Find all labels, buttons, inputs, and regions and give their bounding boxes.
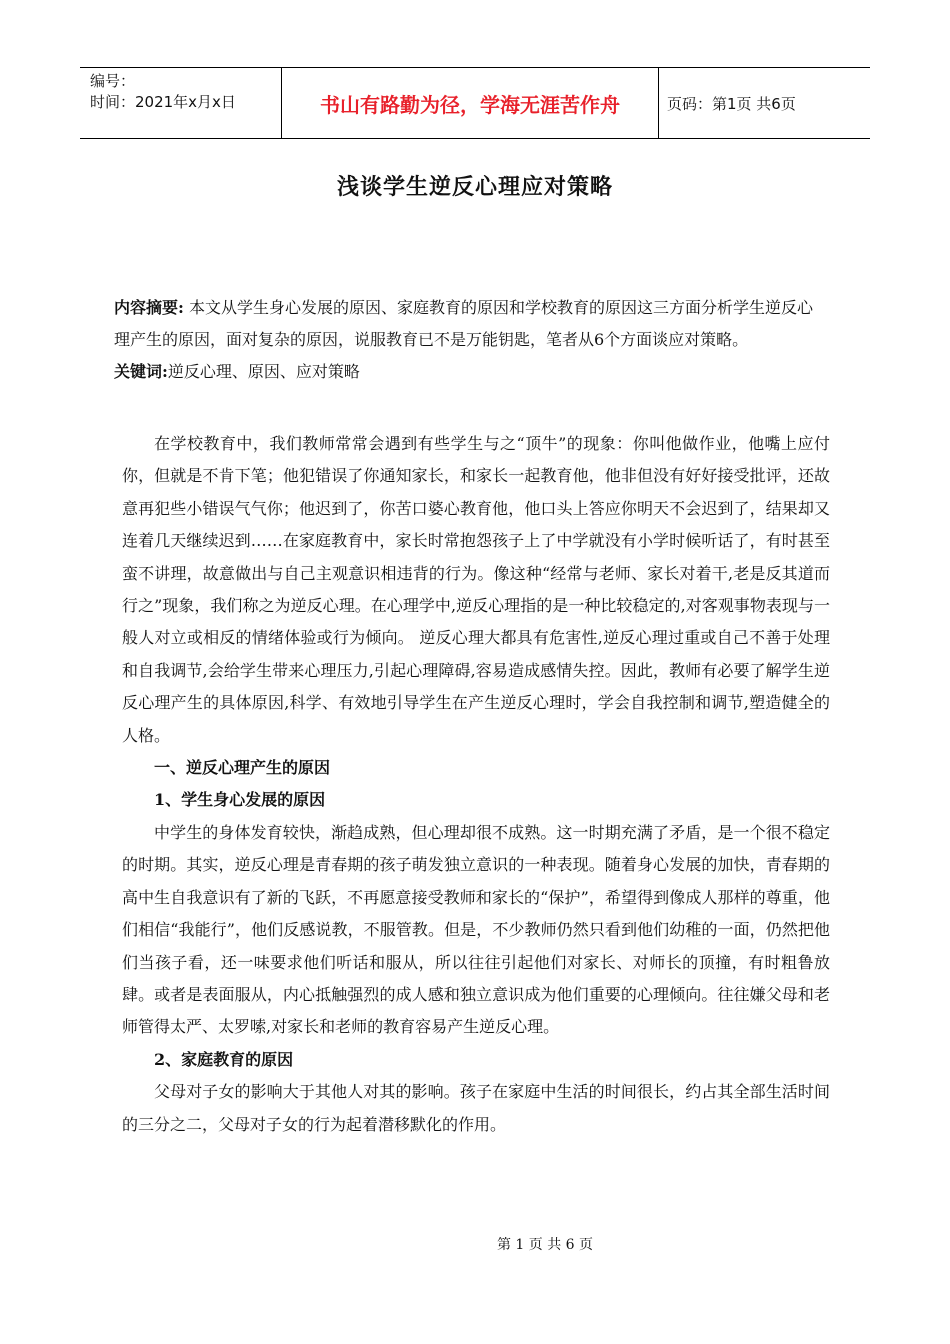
abstract-text: 本文从学生身心发展的原因、家庭教育的原因和学校教育的原因这三方面分析学生逆反心理产生的原因，面对复杂的原因，说服教育已不是万能钥匙，笔者从6个方面谈应对策略。 bbox=[114, 298, 814, 349]
keywords-label: 关键词: bbox=[114, 362, 168, 381]
section-heading-1: 一、逆反心理产生的原因 bbox=[154, 758, 331, 778]
abstract-paragraph bbox=[114, 292, 828, 356]
abstract-label: 内容摘要: bbox=[114, 298, 184, 317]
abstract-block bbox=[114, 292, 828, 388]
document-title: 浅谈学生逆反心理应对策略 bbox=[336, 174, 613, 200]
intro-paragraph: 在学校教育中，我们教师常常会遇到有些学生与之“顶牛”的现象：你叫他做作业，他嘴上应付你，但就是不肯下笔；他犯错误了你通知家长，和家长一起教育他，他非但没有好好接受批评，还故意再犯些小错误气气你；他迟到了，你苦口婆心教育他，他口头上答应你明天不会迟到了，结果却又连着几天继续迟到……在家庭教育中，家长时常抱怨孩子上了中学就没有小学时候听话了，有时甚至蛮不讲理，故意做出与自己主观意识相违背的行为。像这种“经常与老师、家长对着干,老是反其道而行之”现象，我们称之为逆反心理。在心理学中,逆反心理指的是一种比较稳定的,对客观事物表现与一般人对立或相反的情绪体验或行为倾向。 逆反心理大都具有危害性,逆反心理过重或自己不善于处理和自我调节,会给学生带来心理压力,引起心理障碍,容易造成感情失控。因此，教师有必要了解学生逆反心理产生的具体原因,科学、有效地引导学生在产生逆反心理时，学会自我控制和调节,塑造健全的人格。 bbox=[122, 434, 830, 745]
document-number: 编号： bbox=[90, 72, 136, 90]
subsection-heading-1: 1、学生身心发展的原因 bbox=[154, 790, 326, 810]
body-paragraph-1: 中学生的身体发育较快，渐趋成熟，但心理却很不成熟。这一时期充满了矛盾，是一个很不稳定的时期。其实，逆反心理是青春期的孩子萌发独立意识的一种表现。随着身心发展的加快，青春期的高中生自我意识有了新的飞跃，不再愿意接受教师和家长的“保护”，希望得到像成人那样的尊重，他们相信“我能行”，他们反感说教，不服管教。但是，不少教师仍然只看到他们幼稚的一面，仍然把他们当孩子看，还一味要求他们听话和服从，所以往往引起他们对家长、对师长的顶撞，有时粗鲁放肆。或者是表面服从，内心抵触强烈的成人感和独立意识成为他们重要的心理倾向。往往嫌父母和老师管得太严、太罗嗦,对家长和老师的教育容易产生逆反心理。 bbox=[122, 822, 830, 1037]
document-body bbox=[122, 428, 830, 1141]
document-date: 时间：2021年x月x日 bbox=[90, 93, 236, 111]
keywords-text: 逆反心理、原因、应对策略 bbox=[167, 362, 360, 381]
header-motto: 书山有路勤为径，学海无涯苦作舟 bbox=[282, 68, 659, 138]
body-paragraph-2: 父母对子女的影响大于其他人对其的影响。孩子在家庭中生活的时间很长，约占其全部生活时间的三分之二，父母对子女的行为起着潜移默化的作用。 bbox=[122, 1082, 830, 1134]
page-header bbox=[80, 67, 870, 139]
keywords-line bbox=[114, 356, 828, 388]
header-meta bbox=[80, 68, 282, 138]
header-page-code: 页码：第1页 共6页 bbox=[667, 94, 796, 113]
page-footer: 第 1 页 共 6 页 bbox=[496, 1237, 594, 1253]
subsection-heading-2: 2、家庭教育的原因 bbox=[154, 1049, 294, 1069]
